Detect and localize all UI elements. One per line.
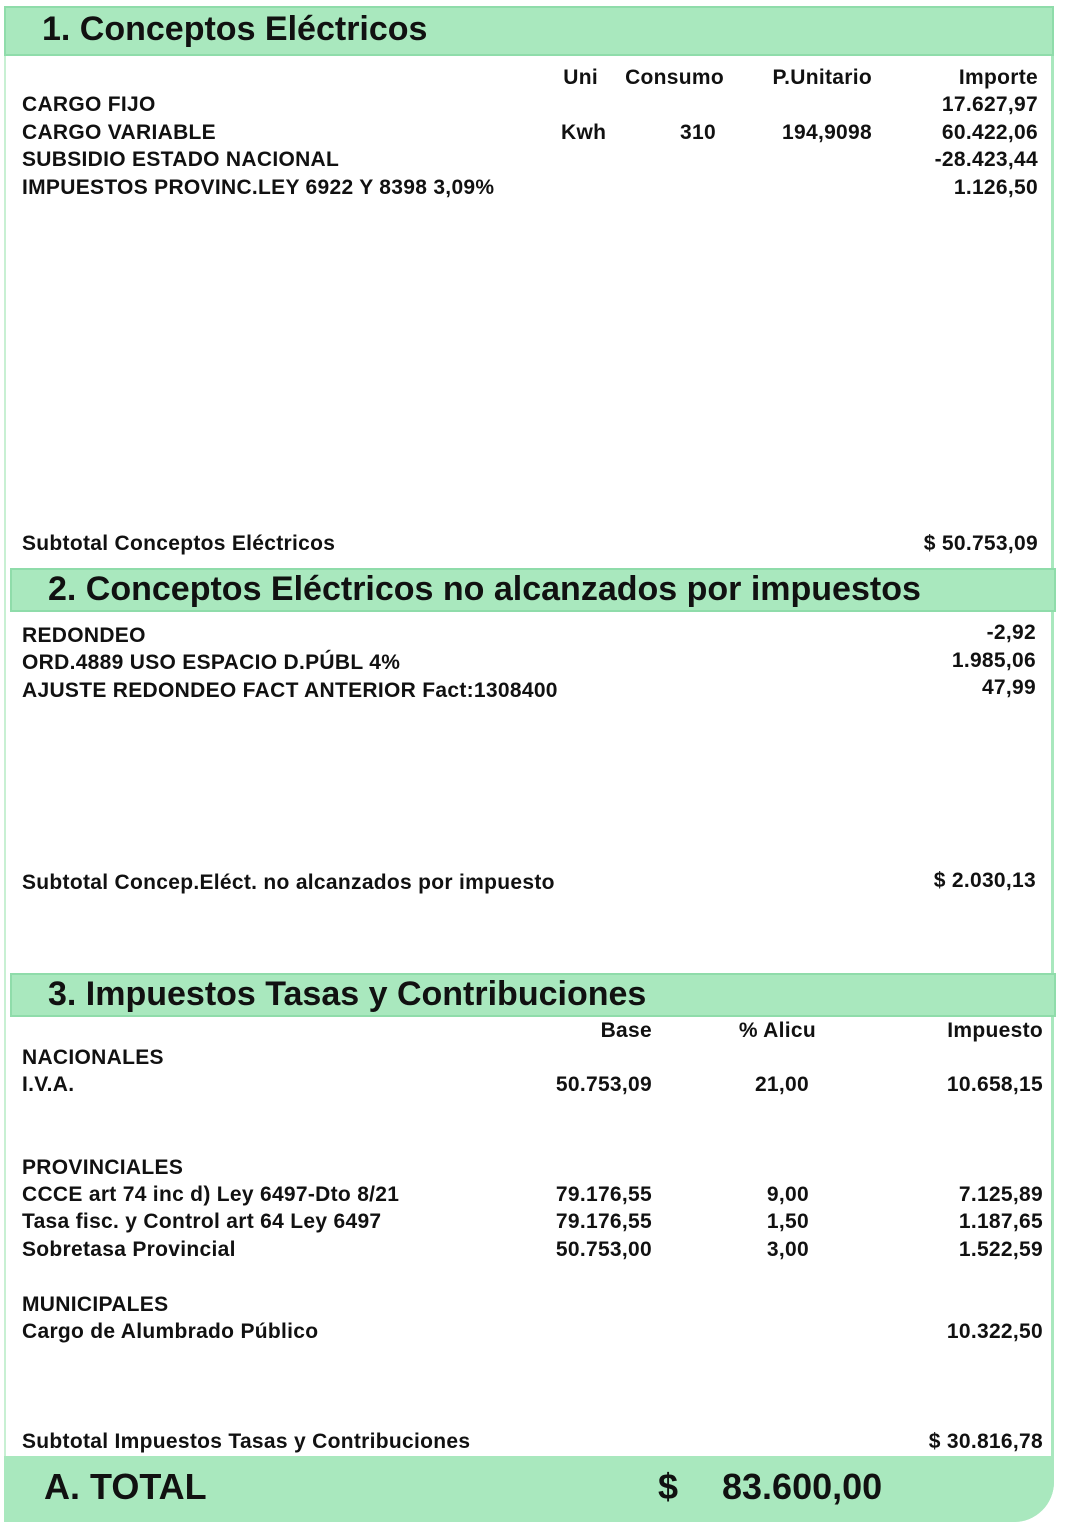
s1-row-importe: 60.422,06 bbox=[941, 121, 1038, 144]
tax-row-impuesto: 10.658,15 bbox=[946, 1073, 1043, 1096]
tax-row-base: 50.753,00 bbox=[555, 1238, 652, 1261]
col-header-importe: Importe bbox=[958, 66, 1038, 89]
tax-row-base: 79.176,55 bbox=[555, 1210, 652, 1233]
col-header-uni: Uni bbox=[563, 66, 598, 89]
col-header-base: Base bbox=[600, 1019, 652, 1042]
tax-row-label: Tasa fisc. y Control art 64 Ley 6497 bbox=[22, 1210, 382, 1233]
tax-row-label: CCCE art 74 inc d) Ley 6497-Dto 8/21 bbox=[22, 1183, 400, 1206]
s2-subtotal-label: Subtotal Concep.Eléct. no alcanzados por impuesto bbox=[22, 871, 555, 894]
tax-row-alicu: 1,50 bbox=[766, 1210, 809, 1233]
s2-row-importe: 1.985,06 bbox=[951, 649, 1036, 672]
provinciales-heading: PROVINCIALES bbox=[22, 1156, 184, 1179]
tax-row-alicu: 21,00 bbox=[754, 1073, 809, 1096]
tax-row-alicu: 3,00 bbox=[766, 1238, 809, 1261]
tax-row-alicu: 9,00 bbox=[766, 1183, 809, 1206]
col-header-punitario: P.Unitario bbox=[772, 66, 872, 89]
tax-row-label: Sobretasa Provincial bbox=[22, 1238, 236, 1261]
s3-subtotal-label: Subtotal Impuestos Tasas y Contribuciones bbox=[22, 1430, 471, 1453]
total-value: 83.600,00 bbox=[722, 1466, 883, 1507]
s2-row-label: REDONDEO bbox=[22, 624, 146, 647]
s1-row-label: CARGO FIJO bbox=[22, 93, 156, 116]
s2-subtotal-value: $ 2.030,13 bbox=[933, 869, 1036, 892]
tax-row-label: Cargo de Alumbrado Público bbox=[22, 1320, 319, 1343]
s2-row-importe: -2,92 bbox=[986, 621, 1036, 644]
s1-subtotal-label: Subtotal Conceptos Eléctricos bbox=[22, 532, 336, 555]
tax-row-impuesto: 7.125,89 bbox=[958, 1183, 1043, 1206]
s1-row-uni: Kwh bbox=[561, 121, 607, 144]
s1-row-importe: 1.126,50 bbox=[953, 176, 1038, 199]
tax-row-base: 79.176,55 bbox=[555, 1183, 652, 1206]
tax-row-impuesto: 10.322,50 bbox=[946, 1320, 1043, 1343]
tax-row-impuesto: 1.187,65 bbox=[958, 1210, 1043, 1233]
s1-row-label: IMPUESTOS PROVINC.LEY 6922 Y 8398 3,09% bbox=[22, 176, 495, 199]
total-currency: $ bbox=[658, 1466, 679, 1507]
section-2-title: 2. Conceptos Eléctricos no alcanzados por impuestos bbox=[48, 570, 921, 608]
section-1-header bbox=[4, 6, 1054, 56]
s1-row-consumo: 310 bbox=[680, 121, 716, 144]
s2-row-importe: 47,99 bbox=[981, 676, 1036, 699]
s2-row-label: AJUSTE REDONDEO FACT ANTERIOR Fact:1308400 bbox=[22, 679, 558, 702]
s1-row-importe: 17.627,97 bbox=[941, 93, 1038, 116]
s1-row-importe: -28.423,44 bbox=[934, 148, 1038, 171]
s1-row-label: SUBSIDIO ESTADO NACIONAL bbox=[22, 148, 340, 171]
section-3-title: 3. Impuestos Tasas y Contribuciones bbox=[48, 975, 647, 1013]
s1-row-punitario: 194,9098 bbox=[782, 121, 872, 144]
tax-row-label: I.V.A. bbox=[22, 1073, 75, 1096]
total-label: A. TOTAL bbox=[44, 1466, 207, 1507]
col-header-consumo: Consumo bbox=[625, 66, 724, 89]
s3-subtotal-value: $ 30.816,78 bbox=[928, 1430, 1043, 1453]
s2-row-label: ORD.4889 USO ESPACIO D.PÚBL 4% bbox=[22, 651, 401, 674]
nacionales-heading: NACIONALES bbox=[22, 1046, 164, 1069]
municipales-heading: MUNICIPALES bbox=[22, 1293, 169, 1316]
s1-row-label: CARGO VARIABLE bbox=[22, 121, 216, 144]
s1-subtotal-value: $ 50.753,09 bbox=[923, 532, 1038, 555]
section-1-title: 1. Conceptos Eléctricos bbox=[42, 10, 428, 48]
section-3-header bbox=[10, 973, 1056, 1017]
tax-row-base: 50.753,09 bbox=[555, 1073, 652, 1096]
col-header-impuesto: Impuesto bbox=[947, 1019, 1043, 1042]
col-header-alicu: % Alicu bbox=[738, 1019, 816, 1042]
section-2-header bbox=[10, 568, 1056, 612]
tax-row-impuesto: 1.522,59 bbox=[958, 1238, 1043, 1261]
